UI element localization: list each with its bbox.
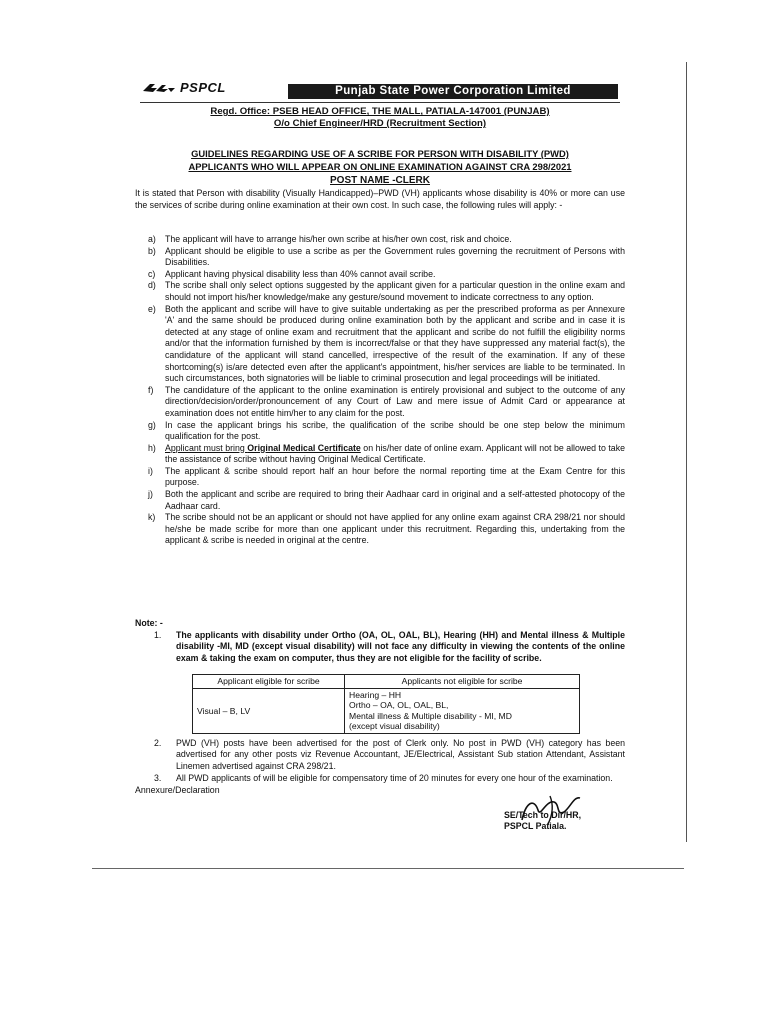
rule-item <box>135 512 625 547</box>
rule-item <box>135 280 625 303</box>
rule-item <box>135 489 625 512</box>
rule-item <box>135 304 625 385</box>
rule-label: a) <box>148 234 156 244</box>
not-eligible-line: Ortho – OA, OL, OAL, BL, <box>349 700 449 711</box>
pspcl-logo <box>142 80 226 95</box>
note-text: The applicants with disability under Ortho (OA, OL, OAL, BL), Hearing (HH) and Mental illness & Multiple disability -MI, MD (except visual disability) will not face any difficulty in viewing the contents of the online exam & taking the exam on computer, thus they are not eligible for the facility of scribe. <box>176 629 625 663</box>
rule-label: d) <box>148 280 156 291</box>
rule-label: h) <box>148 442 156 453</box>
note-heading: Note: - <box>135 618 163 628</box>
table-row <box>193 688 580 733</box>
rule-item <box>135 443 625 466</box>
logo-text: PSPCL <box>180 80 226 95</box>
note-text: All PWD applicants of will be eligible for compensatory time of 20 minutes for every one hour of the examination. <box>176 772 613 783</box>
rule-h-rest: on his/her date of online exam. Applicant will not be allowed to take the assistance of scribe without having Original Medical Certificate. <box>165 442 625 465</box>
note-item <box>135 773 625 785</box>
office-address <box>140 106 620 130</box>
rule-text: Both the applicant and scribe are required to bring their Aadhaar card in original and a self-attested photocopy of the Aadhaar card. <box>165 489 625 511</box>
rule-h-emphasis: Original Medical Certificate <box>247 442 361 453</box>
letterhead-rule <box>140 102 620 103</box>
rule-item <box>135 420 625 443</box>
rule-text: The candidature of the applicant to the online examination is entirely provisional and subject to the outcome of any direction/decision/order/pronouncement of any Court of Law and mere issue of Admit Card or appearance at examination does not entitle him/her to any claim for the post. <box>165 384 625 418</box>
eligible-header: Applicant eligible for scribe <box>193 675 345 689</box>
pspcl-logo-icon <box>142 82 176 94</box>
office-line-1: Regd. Office: PSEB HEAD OFFICE, THE MALL, PATIALA-147001 (PUNJAB) <box>210 106 550 117</box>
letterhead <box>140 80 620 104</box>
not-eligible-header: Applicants not eligible for scribe <box>345 675 580 689</box>
post-name: POST NAME -CLERK <box>330 175 430 186</box>
rule-label: c) <box>148 268 156 279</box>
rule-text: Applicant having physical disability less than 40% cannot avail scribe. <box>165 268 436 279</box>
rules-list <box>135 234 625 547</box>
rule-label: i) <box>148 465 153 476</box>
rule-h-lead: Applicant must bring <box>165 442 248 453</box>
page-edge-bottom <box>92 868 684 869</box>
rule-label: k) <box>148 512 156 523</box>
office-line-2: O/o Chief Engineer/HRD (Recruitment Section) <box>273 118 487 129</box>
rule-text: The scribe shall only select options suggested by the applicant given for a particular question in the online exam and should not import his/her knowledge/make any gesture/sound movement to indicate correctness to any option. <box>165 280 625 302</box>
note-number: 1. <box>154 629 162 640</box>
not-eligible-line: (except visual disability) <box>349 721 440 732</box>
not-eligible-cell <box>345 688 580 733</box>
eligible-cell: Visual – B, LV <box>193 688 345 733</box>
rule-text: In case the applicant brings his scribe, the qualification of the scribe should be one step below the minimum qualification for the post. <box>165 419 625 442</box>
not-eligible-line: Mental illness & Multiple disability - MI, MD <box>349 710 512 721</box>
rule-text: The applicant & scribe should report half an hour before the normal reporting time at the Exam Centre for this purpose. <box>165 465 625 488</box>
signatory-line-2: PSPCL Patiala. <box>504 821 567 831</box>
signatory-line-1: SE/Tech to Dir/HR, <box>504 810 582 820</box>
note-text: PWD (VH) posts have been advertised for the post of Clerk only. No post in PWD (VH) category has been advertised for any other posts viz Revenue Accountant, JE/Electrical, Assistant Sub station Attendant, Assistant Linemen advertised against CRA 298/21. <box>176 737 625 772</box>
note-number: 2. <box>154 737 162 748</box>
rule-item <box>135 234 625 246</box>
rule-text: The scribe should not be an applicant or should not have applied for any online exam against CRA 298/21 nor should he/she be made scribe for more than one applicant under this recruitment. Regarding this, undertaking from the applicant & scribe is needed in original at the centre. <box>165 512 625 546</box>
rule-item <box>135 466 625 489</box>
rule-label: b) <box>148 245 156 256</box>
title-line-1: GUIDELINES REGARDING USE OF A SCRIBE FOR PERSON WITH DISABILITY (PWD) <box>191 148 569 159</box>
notes-section <box>135 618 625 797</box>
rule-label: f) <box>148 384 154 395</box>
rule-text: The applicant will have to arrange his/her own scribe at his/her own cost, risk and choice. <box>165 234 512 244</box>
not-eligible-line: Hearing – HH <box>349 689 402 700</box>
rule-text: Applicant should be eligible to use a scribe as per the Government rules governing the recruitment of Persons with Disabilities. <box>165 245 625 268</box>
table-row <box>193 675 580 689</box>
guidelines-title <box>140 148 620 173</box>
annexure-label: Annexure/Declaration <box>135 785 220 796</box>
scribe-eligibility-table <box>192 674 580 734</box>
note-item <box>135 630 625 665</box>
rule-label: e) <box>148 303 156 314</box>
rule-label: g) <box>148 419 156 430</box>
note-item <box>135 738 625 773</box>
signatory-block <box>504 810 581 832</box>
page-edge-right <box>686 62 687 842</box>
intro-paragraph: It is stated that Person with disability (Visually Handicapped)–PWD (VH) applicants whose disability is 40% or more can use the services of scribe during online examination at their own cost. In such case, the following rules will apply: - <box>135 188 625 210</box>
note-number: 3. <box>154 772 162 783</box>
rule-text: Both the applicant and scribe will have to give suitable undertaking as per the prescribed proforma as per Annexure 'A' and the same should be produced during online examination both by the applicant and scribe and in case it is detected at any stage of online exam and recruitment that the applicant and scribe do not fulfill the eligibility norms and/or that the information furnished by them is incorrect/false or that they have suppressed any material fact(s), the candidature of the applicant will stand cancelled, irrespective of the result of the examination. If any of these shortcoming(s) is/are detected even after the applicant's appointment, his/her services are liable to be terminated. In such circumstances, both signatories will be liable to criminal prosecution and legal proceedings will be initiated. <box>165 303 625 384</box>
rule-item <box>135 246 625 269</box>
rule-text <box>158 443 625 466</box>
title-line-2: APPLICANTS WHO WILL APPEAR ON ONLINE EXAMINATION AGAINST CRA 298/2021 <box>188 160 572 172</box>
rule-item <box>135 269 625 281</box>
rule-label: j) <box>148 489 153 500</box>
corporation-name-banner: Punjab State Power Corporation Limited <box>288 84 618 99</box>
rule-item <box>135 385 625 420</box>
document <box>135 80 625 831</box>
